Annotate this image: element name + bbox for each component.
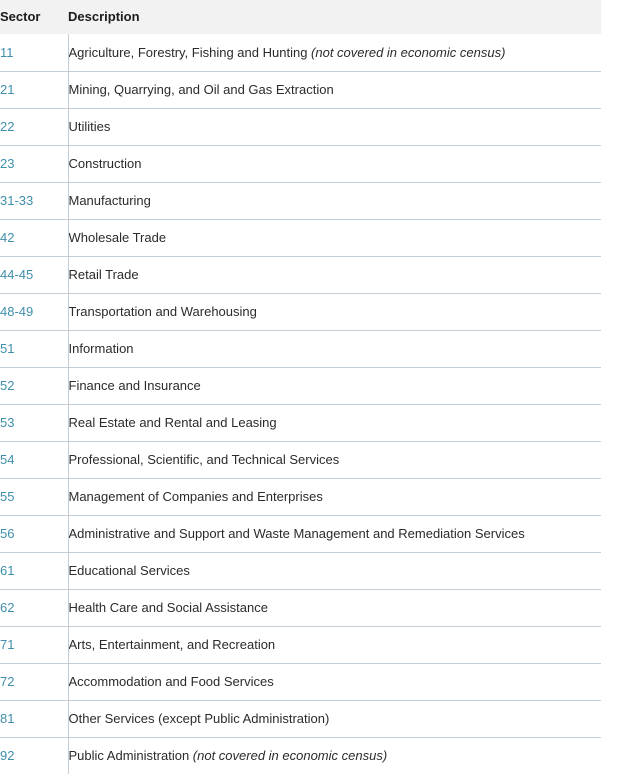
description-text: Accommodation and Food Services: [68, 674, 274, 689]
description-text: Management of Companies and Enterprises: [68, 489, 323, 504]
cell-sector-code: 44-45: [0, 256, 68, 293]
cell-sector-description: [68, 367, 601, 404]
table-body: [0, 34, 601, 774]
description-text: Public Administration: [68, 748, 193, 764]
description-text: Transportation and Warehousing: [68, 304, 257, 319]
description-note: (not covered in economic census): [192, 748, 388, 764]
cell-sector-description: [68, 330, 601, 367]
cell-sector-code: 51: [0, 330, 68, 367]
description-text: Arts, Entertainment, and Recreation: [68, 637, 276, 652]
cell-sector-code: 11: [0, 34, 68, 71]
column-header-description: Description: [68, 0, 601, 34]
table-row: [0, 219, 601, 256]
table-row: [0, 330, 601, 367]
cell-sector-description: [68, 404, 601, 441]
table-row: [0, 293, 601, 330]
cell-sector-description: [68, 700, 601, 737]
cell-sector-code: 31-33: [0, 182, 68, 219]
cell-sector-code: 92: [0, 737, 68, 774]
description-text: Agriculture, Forestry, Fishing and Hunting: [68, 44, 312, 60]
table-row: [0, 737, 601, 774]
cell-sector-code: 54: [0, 441, 68, 478]
description-text: Other Services (except Public Administration): [68, 711, 330, 726]
cell-sector-code: 48-49: [0, 293, 68, 330]
cell-sector-code: 23: [0, 145, 68, 182]
cell-sector-code: 55: [0, 478, 68, 515]
cell-sector-description: [68, 182, 601, 219]
cell-sector-description: [68, 552, 601, 589]
cell-sector-description: [68, 589, 601, 626]
table-header: [0, 0, 601, 34]
cell-sector-description: [68, 478, 601, 515]
cell-sector-description: [68, 663, 601, 700]
description-text: Information: [68, 341, 134, 356]
cell-sector-code: 21: [0, 71, 68, 108]
table-row: [0, 589, 601, 626]
description-text: Manufacturing: [68, 193, 151, 208]
description-text: Finance and Insurance: [68, 378, 201, 393]
column-header-sector: Sector: [0, 0, 68, 34]
description-text: Health Care and Social Assistance: [68, 600, 268, 615]
cell-sector-code: 62: [0, 589, 68, 626]
description-text: Utilities: [68, 119, 111, 134]
table-row: [0, 441, 601, 478]
cell-sector-code: 22: [0, 108, 68, 145]
table-row: [0, 626, 601, 663]
table-row: [0, 34, 601, 71]
table-row: [0, 71, 601, 108]
description-text: Retail Trade: [68, 267, 139, 282]
table-row: [0, 478, 601, 515]
table-row: [0, 515, 601, 552]
cell-sector-code: 42: [0, 219, 68, 256]
description-text: Professional, Scientific, and Technical Services: [68, 452, 340, 467]
cell-sector-description: [68, 626, 601, 663]
cell-sector-description: [68, 71, 601, 108]
description-text: Real Estate and Rental and Leasing: [68, 415, 277, 430]
cell-sector-code: 71: [0, 626, 68, 663]
table-row: [0, 700, 601, 737]
table-row: [0, 145, 601, 182]
cell-sector-description: [68, 293, 601, 330]
cell-sector-code: 53: [0, 404, 68, 441]
cell-sector-description: [68, 515, 601, 552]
cell-sector-description: [68, 256, 601, 293]
table-row: [0, 108, 601, 145]
table-row: [0, 404, 601, 441]
cell-sector-description: [68, 441, 601, 478]
description-text: Mining, Quarrying, and Oil and Gas Extraction: [68, 82, 334, 97]
description-note: (not covered in economic census): [311, 44, 506, 60]
table-row: [0, 367, 601, 404]
cell-sector-code: 81: [0, 700, 68, 737]
description-text: Wholesale Trade: [68, 230, 167, 245]
cell-sector-description: [68, 108, 601, 145]
cell-sector-code: 72: [0, 663, 68, 700]
table-row: [0, 182, 601, 219]
cell-sector-code: 61: [0, 552, 68, 589]
description-text: Construction: [68, 156, 142, 171]
cell-sector-description: [68, 737, 601, 774]
cell-sector-code: 52: [0, 367, 68, 404]
description-text: Educational Services: [68, 563, 190, 578]
table-row: [0, 552, 601, 589]
cell-sector-code: 56: [0, 515, 68, 552]
cell-sector-description: [68, 145, 601, 182]
table-header-row: [0, 0, 601, 34]
description-text: Administrative and Support and Waste Management and Remediation Services: [68, 526, 525, 541]
cell-sector-description: [68, 219, 601, 256]
cell-sector-description: [68, 34, 601, 71]
table-row: [0, 256, 601, 293]
table-row: [0, 663, 601, 700]
